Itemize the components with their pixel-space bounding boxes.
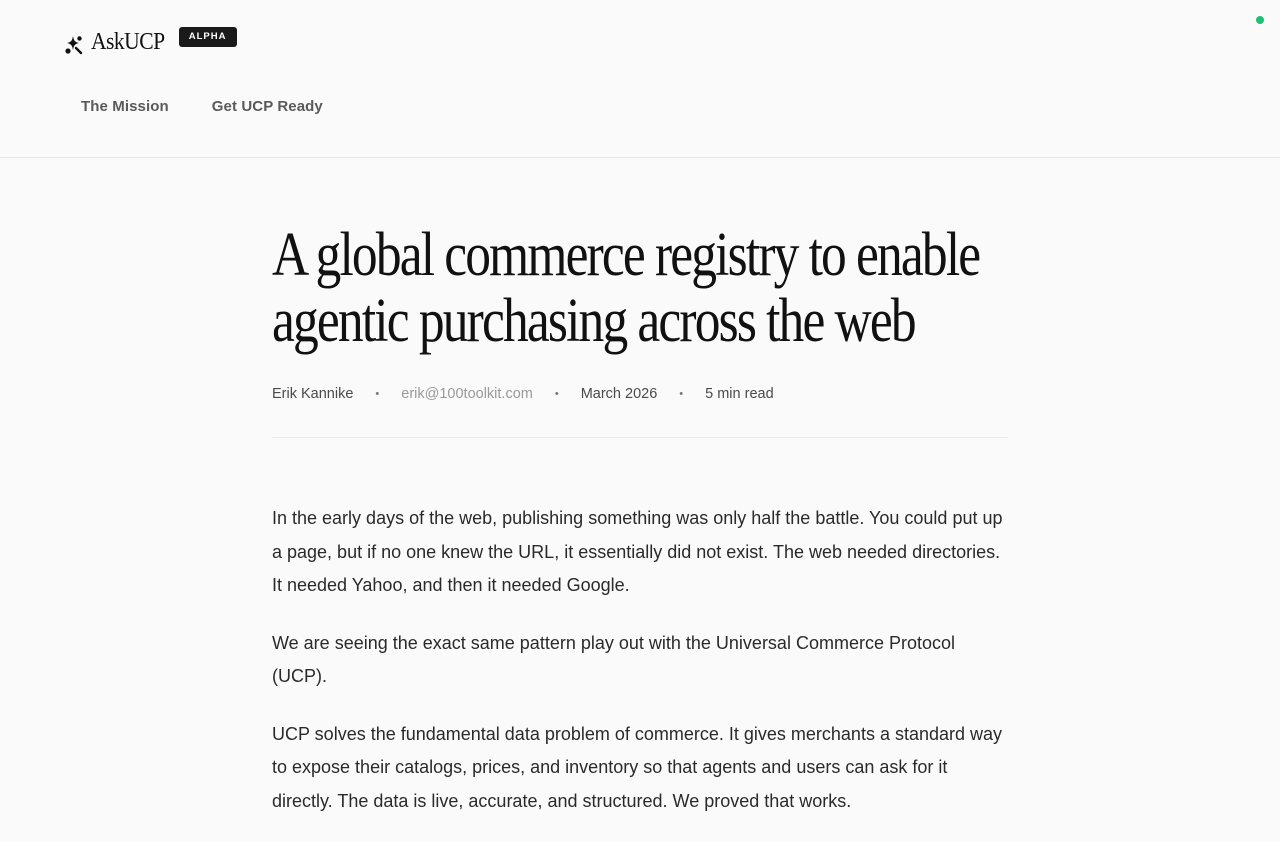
meta-separator: •: [375, 388, 380, 400]
brand-name: AskUCP: [91, 29, 165, 55]
site-header: [0, 0, 1280, 158]
paragraph: We are seeing the exact same pattern play out with the Universal Commerce Protocol (UCP).: [272, 632, 955, 686]
article-body: [272, 502, 1012, 842]
paragraph: UCP solves the fundamental data problem of commerce. It gives merchants a standard way to expose their catalogs, prices, and inventory so that agents and users can ask for it directly. The data is live, accurate, and structured. We proved that works.: [272, 723, 1003, 811]
read-time: 5 min read: [705, 386, 774, 402]
sparkle-icon: [64, 35, 84, 55]
meta-separator: •: [679, 388, 684, 400]
nav-get-ucp-ready[interactable]: Get UCP Ready: [211, 98, 323, 115]
meta-separator: •: [554, 388, 559, 400]
publish-date: March 2026: [580, 386, 658, 402]
main-nav: [81, 98, 323, 115]
meta-divider: [272, 437, 1008, 438]
author-name: Erik Kannike: [272, 386, 354, 402]
alpha-badge: ALPHA: [179, 27, 237, 47]
author-email-link[interactable]: erik@100toolkit.com: [401, 386, 533, 402]
status-indicator: [1256, 16, 1264, 24]
brand-home-link[interactable]: [64, 27, 237, 56]
article: [272, 221, 1012, 811]
article-meta: [272, 386, 774, 402]
nav-the-mission[interactable]: The Mission: [81, 98, 169, 115]
article-title: A global commerce registry to enable agentic purchasing across the web: [272, 221, 980, 355]
paragraph: In the early days of the web, publishing something was only half the battle. You could put up a page, but if no one knew the URL, it essentially did not exist. The web needed directories. It needed Yahoo, and then it needed Google.: [272, 508, 1003, 595]
